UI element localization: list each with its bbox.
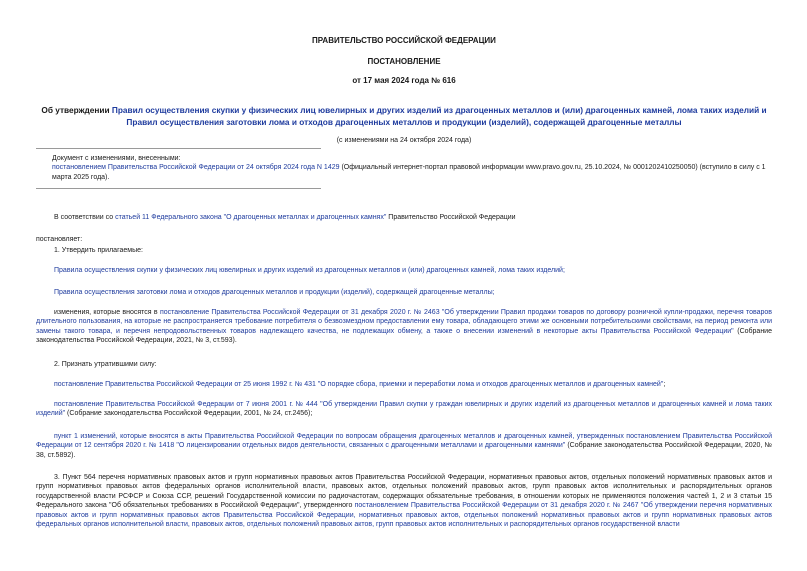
item-1-heading-text: 1. Утвердить прилагаемые: — [54, 247, 143, 254]
item-2-link-2 — [36, 400, 772, 419]
item-2-heading — [36, 360, 772, 369]
item-2-heading-text: 2. Признать утратившими силу: — [54, 361, 157, 368]
item-3-prefix: 3. Пункт 564 перечня нормативных правовых актов и групп нормативных правовых актов Правительства Российской Федерации, нормативных правовых актов, отдельных положений нормативных правовых актов и групп нормативных правовых актов федеральных органов исполнительной власти, правовых актов, отдельных положений правовых актов, групп правовых актов исполнительных и распорядительных органов государственной власти РСФСР и Союза ССР, решений Государственной комиссии по радиочастотам, содержащих обязательные требования, в отношении которых не применяются положения частей 1, 2 и 3 статьи 15 Федерального закона "Об обязательных требованиях в Российской Федерации", утвержденного — [36, 474, 772, 510]
changes-top-divider — [36, 148, 321, 149]
item-1-p3-suffix: (Собрание законодательства Российской Федерации, 2021, № 3, ст.593). — [36, 327, 772, 345]
preamble — [36, 213, 772, 222]
issuer-heading: ПРАВИТЕЛЬСТВО РОССИЙСКОЙ ФЕДЕРАЦИИ — [312, 36, 496, 45]
resolution-1418-item-link[interactable]: пункт 1 изменений, которые вносятся в акты Правительства Российской Федерации по вопросам обращения драгоценных металлов и драгоценных камней, утвержденных постановлением Правительства Российской Федерации от 12 сентября 2020 г. № 1418 "О лицензировании отдельных видов деятельности, связанных с драгоценными металлами и драгоценными камнями" — [36, 433, 772, 450]
title-rules-link[interactable]: Правил осуществления скупки у физических лиц ювелирных и других изделий из драгоценных металлов и (или) драгоценных камней, лома таких изделий и Правил осуществления заготовки лома и отходов драгоценных металлов и продукции (изделий), содержащей драгоценные металлы — [111, 105, 767, 128]
procurement-rules-link[interactable]: Правила осуществления заготовки лома и отходов драгоценных металлов и продукции (изделий), содержащей драгоценные металлы; — [54, 289, 495, 296]
item-2-link-1 — [36, 380, 772, 389]
document-kind-heading: ПОСТАНОВЛЕНИЕ — [367, 57, 441, 66]
resolution-431-link[interactable]: постановление Правительства Российской Федерации от 25 июня 1992 г. № 431 "О порядке сбора, приемки и переработки лома и отходов драгоценных металлов и драгоценных камней" — [54, 381, 664, 388]
item-2-link-2-suffix: (Собрание законодательства Российской Федерации, 2001, № 24, ст.2456); — [65, 410, 313, 418]
changes-box — [52, 154, 772, 182]
item-2-p3-suffix: (Собрание законодательства Российской Федерации, 2020, № 38, ст.5892). — [36, 442, 772, 459]
title-prefix: Об утверждении — [41, 105, 112, 115]
changes-entry-details: (Официальный интернет-портал правовой информации www.pravo.gov.ru, 25.10.2024, № 0001202410250050) (вступило в силу с 1 марта 2025 года). — [52, 164, 766, 181]
resolves-text: постановляет: — [36, 236, 83, 243]
item-1-p3-prefix: изменения, которые вносятся в — [54, 309, 160, 316]
document-date-heading: от 17 мая 2024 года № 616 — [352, 76, 456, 85]
changes-bottom-divider — [36, 188, 321, 189]
item-1-link-1 — [36, 266, 772, 275]
federal-law-article-link[interactable]: статьей 11 Федерального закона "О драгоценных металлах и драгоценных камнях" — [115, 214, 387, 221]
item-3-paragraph — [36, 473, 772, 530]
edition-note: (с изменениями на 24 октября 2024 года) — [336, 137, 472, 144]
item-1-heading — [36, 246, 772, 255]
resolution-2463-link[interactable]: постановление Правительства Российской Федерации от 31 декабря 2020 г. № 2463 "Об утверждении Правил продажи товаров по договору розничной купли-продажи, перечня товаров длительного пользования, на которые не распространяется требование потребителя о безвозмездном предоставлении ему товара, обладающего этими же основными потребительскими свойствами, на период ремонта или замены такого товара, и перечня непродовольственных товаров надлежащего качества, не подлежащих обмену, а также о внесении изменений в некоторые акты Правительства Российской Федерации" — [36, 309, 772, 335]
item-1-link-2 — [36, 288, 772, 297]
changes-intro: Документ с изменениями, внесенными: — [52, 155, 181, 162]
preamble-suffix: Правительство Российской Федерации — [386, 214, 516, 221]
item-1-paragraph-3 — [36, 308, 772, 346]
preamble-prefix: В соответствии со — [54, 214, 116, 221]
resolves-line — [36, 235, 772, 244]
purchase-rules-link[interactable]: Правила осуществления скупки у физических лиц ювелирных и других изделий из драгоценных металлов и (или) драгоценных камней, лома таких изделий; — [54, 267, 565, 274]
document-title — [36, 104, 772, 129]
resolution-2467-link[interactable]: постановлением Правительства Российской Федерации от 31 декабря 2020 г. № 2467 "Об утверждении перечня нормативных правовых актов и групп нормативных правовых актов Правительства Российской Федерации, нормативных правовых актов, отдельных положений нормативных правовых актов и групп нормативных правовых актов федеральных органов исполнительной власти, правовых актов, отдельных положений правовых актов, групп правовых актов исполнительных и распорядительных органов государственной власти — [36, 502, 772, 529]
item-2-paragraph-3 — [36, 432, 772, 460]
amending-resolution-link[interactable]: постановлением Правительства Российской Федерации от 24 октября 2024 года N 1429 — [52, 164, 340, 172]
item-2-link-1-suffix: ; — [663, 381, 666, 388]
resolution-444-link[interactable]: постановление Правительства Российской Федерации от 7 июня 2001 г. № 444 "Об утверждении Правил скупки у граждан ювелирных и других изделий из драгоценных металлов и драгоценных камней и лома таких изделий" — [36, 401, 772, 418]
changes-entry — [52, 163, 772, 182]
